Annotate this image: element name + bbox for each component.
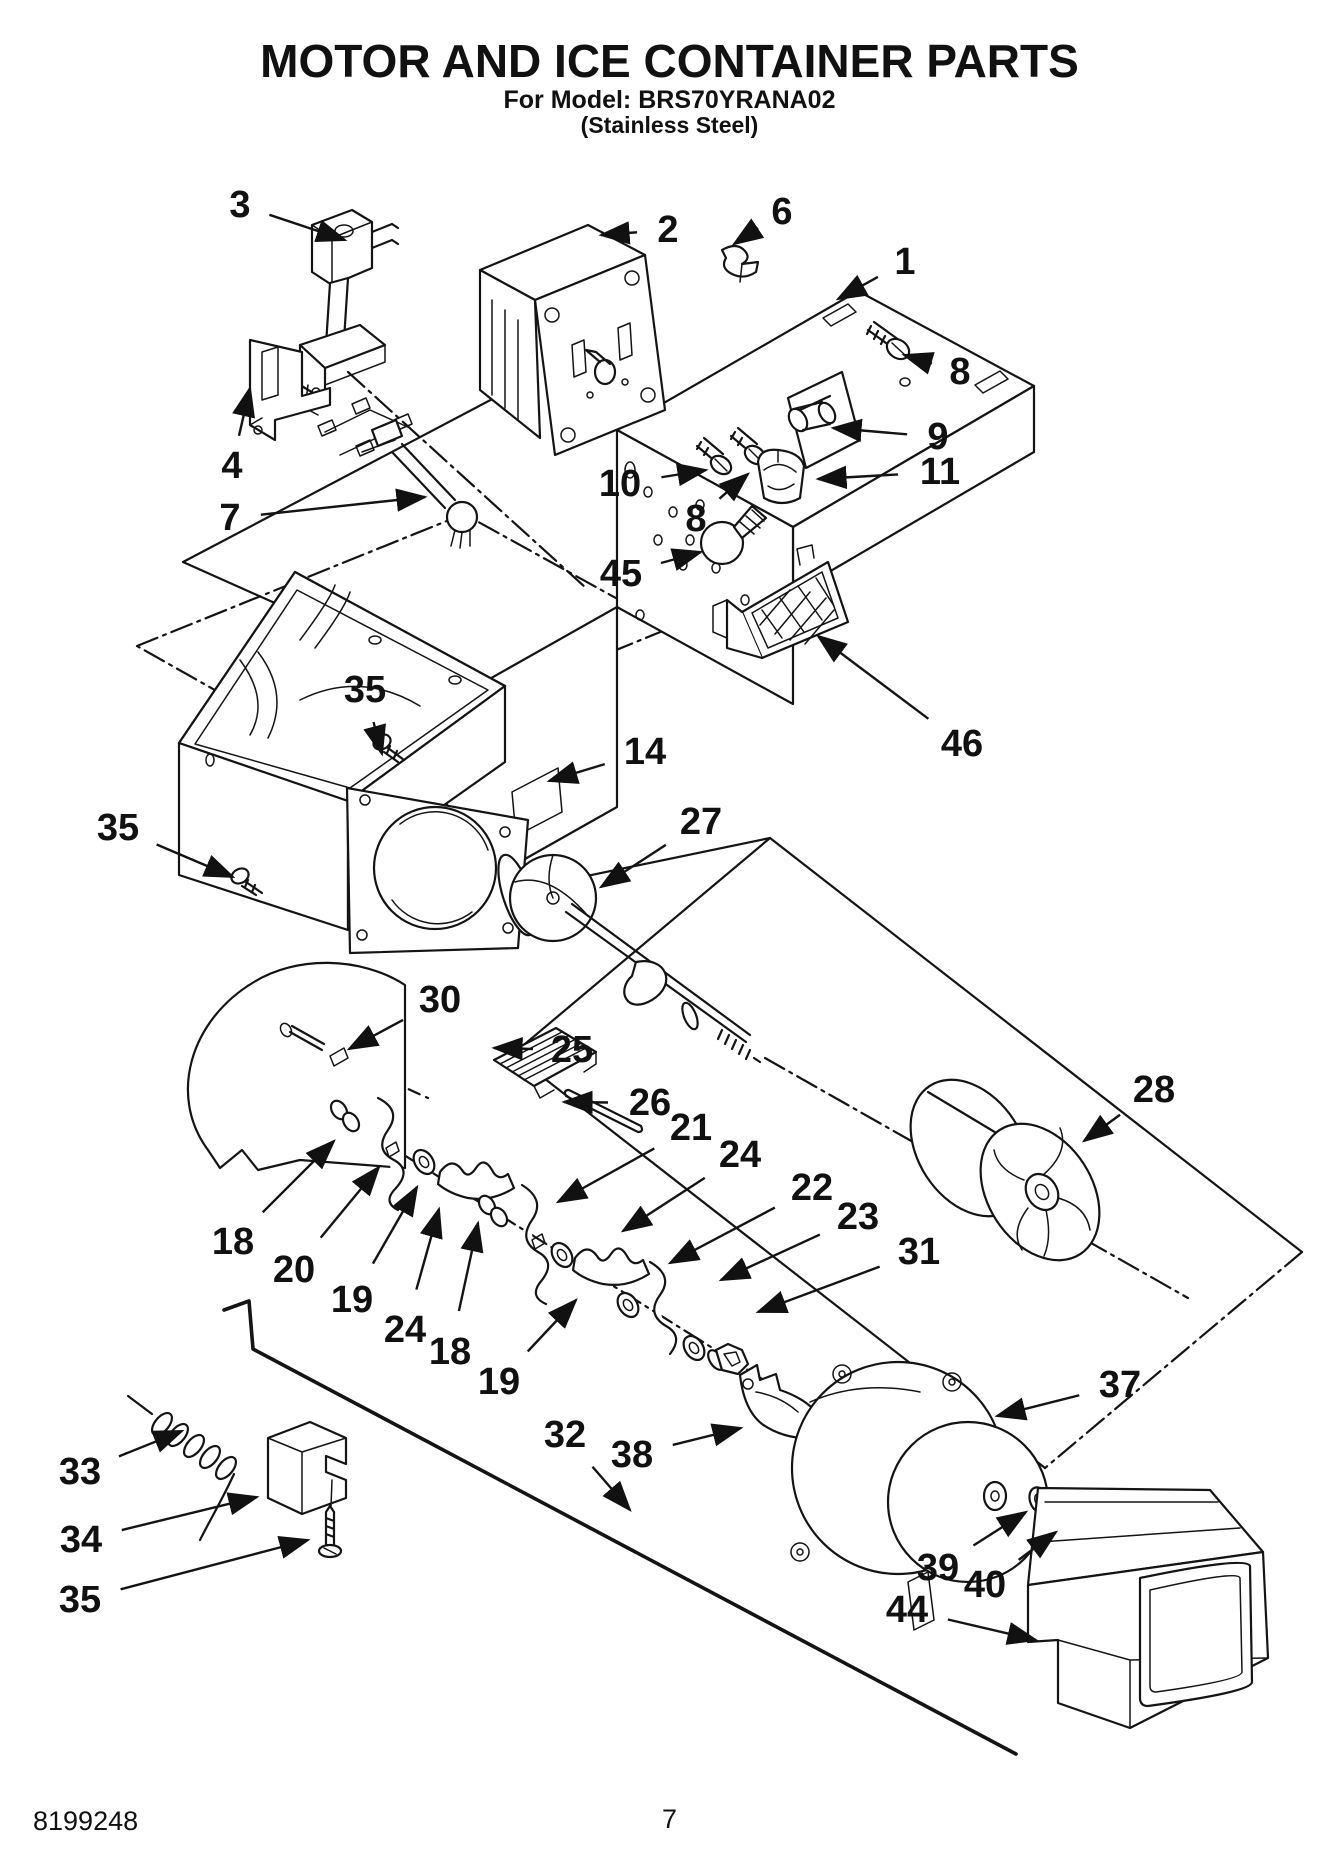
part-shield-30 xyxy=(188,963,405,1170)
part-auger-27 xyxy=(491,851,760,1062)
callout-label-44: 44 xyxy=(885,1589,929,1631)
callout-leader-34 xyxy=(122,1497,257,1530)
part-washer-mid xyxy=(547,1239,576,1271)
callout-label-28: 28 xyxy=(1132,1069,1176,1111)
page-title: MOTOR AND ICE CONTAINER PARTS xyxy=(260,35,1079,87)
callout-label-24: 24 xyxy=(383,1309,427,1351)
page-number: 7 xyxy=(661,1804,678,1834)
callout-label-11: 11 xyxy=(919,451,961,493)
callout-leader-25 xyxy=(494,1048,533,1049)
finish-line: (Stainless Steel) xyxy=(580,112,759,138)
callout-leader-38 xyxy=(673,1428,741,1445)
callout-label-35: 35 xyxy=(96,807,140,849)
callout-leader-24 xyxy=(416,1209,439,1290)
part-switch-3 xyxy=(300,210,398,415)
part-blade-21 xyxy=(522,1185,548,1304)
callout-leader-23 xyxy=(721,1235,820,1280)
callout-label-23: 23 xyxy=(836,1196,880,1238)
callout-label-27: 27 xyxy=(679,801,723,843)
callout-label-2: 2 xyxy=(657,209,679,251)
callout-label-22: 22 xyxy=(790,1167,834,1209)
part-ice-container-14 xyxy=(179,572,528,953)
callout-leader-33 xyxy=(119,1431,182,1456)
callout-label-25: 25 xyxy=(550,1029,594,1071)
callout-label-21: 21 xyxy=(669,1107,713,1149)
part-socket-11 xyxy=(758,450,804,503)
callout-label-9: 9 xyxy=(927,416,949,458)
part-screw-35-bottom xyxy=(319,1506,341,1557)
callout-label-18: 18 xyxy=(428,1331,472,1373)
callout-leader-6 xyxy=(734,228,758,244)
callout-label-1: 1 xyxy=(894,241,916,283)
callout-label-24: 24 xyxy=(718,1134,762,1176)
callout-leader-35 xyxy=(121,1540,308,1589)
callout-leader-2 xyxy=(601,232,637,235)
callout-label-34: 34 xyxy=(59,1519,103,1561)
callout-label-38: 38 xyxy=(610,1434,654,1476)
callout-label-19: 19 xyxy=(477,1361,521,1403)
part-blade-24-first xyxy=(438,1162,514,1198)
callout-leader-37 xyxy=(997,1395,1079,1416)
callout-label-18: 18 xyxy=(211,1221,255,1263)
callout-label-6: 6 xyxy=(771,191,793,233)
part-spring-33 xyxy=(128,1396,240,1540)
part-gearmotor-2 xyxy=(480,225,665,455)
callout-label-20: 20 xyxy=(272,1249,316,1291)
callout-label-19: 19 xyxy=(330,1279,374,1321)
callout-leader-27 xyxy=(601,845,666,887)
callout-label-32: 32 xyxy=(543,1414,587,1456)
part-chute-44 xyxy=(1028,1488,1268,1728)
callout-leader-19 xyxy=(528,1300,576,1351)
document-number: 8199248 xyxy=(33,1806,139,1836)
callout-label-31: 31 xyxy=(897,1231,941,1273)
part-nut-31 xyxy=(705,1344,748,1374)
part-blade-22 xyxy=(650,1262,676,1354)
callout-leader-4 xyxy=(239,388,250,436)
callout-label-35: 35 xyxy=(343,669,387,711)
part-clip-34 xyxy=(268,1422,346,1514)
callout-label-35: 35 xyxy=(58,1579,102,1621)
callout-label-33: 33 xyxy=(58,1451,102,1493)
callout-leader-20 xyxy=(321,1167,379,1238)
callout-label-14: 14 xyxy=(623,731,667,773)
callout-leader-7 xyxy=(261,497,425,515)
callout-leader-24 xyxy=(623,1178,705,1231)
callout-label-45: 45 xyxy=(599,553,643,595)
callout-label-3: 3 xyxy=(229,184,251,226)
callout-label-8: 8 xyxy=(949,351,971,393)
callout-leader-18 xyxy=(459,1223,478,1311)
part-washer-23 xyxy=(679,1332,708,1364)
callout-leader-28 xyxy=(1084,1115,1120,1141)
callout-label-40: 40 xyxy=(963,1564,1007,1606)
callout-label-7: 7 xyxy=(219,497,241,539)
model-line: For Model: BRS70YRANA02 xyxy=(503,86,836,114)
callout-leader-26 xyxy=(564,1102,608,1103)
callout-label-8: 8 xyxy=(685,498,707,540)
callout-leader-31 xyxy=(758,1267,880,1312)
callout-label-30: 30 xyxy=(418,979,462,1021)
part-clip-6 xyxy=(722,246,758,282)
callout-label-37: 37 xyxy=(1098,1364,1142,1406)
part-blade-24-second xyxy=(573,1248,649,1284)
callout-label-4: 4 xyxy=(221,445,243,487)
callout-leader-46 xyxy=(818,636,928,719)
callout-label-46: 46 xyxy=(940,723,984,765)
part-washer-19-second xyxy=(613,1289,642,1321)
callout-label-10: 10 xyxy=(598,463,642,505)
callout-leader-44 xyxy=(948,1620,1036,1640)
callout-label-26: 26 xyxy=(628,1082,672,1124)
callout-label-39: 39 xyxy=(916,1547,960,1589)
callout-leader-21 xyxy=(558,1148,654,1202)
